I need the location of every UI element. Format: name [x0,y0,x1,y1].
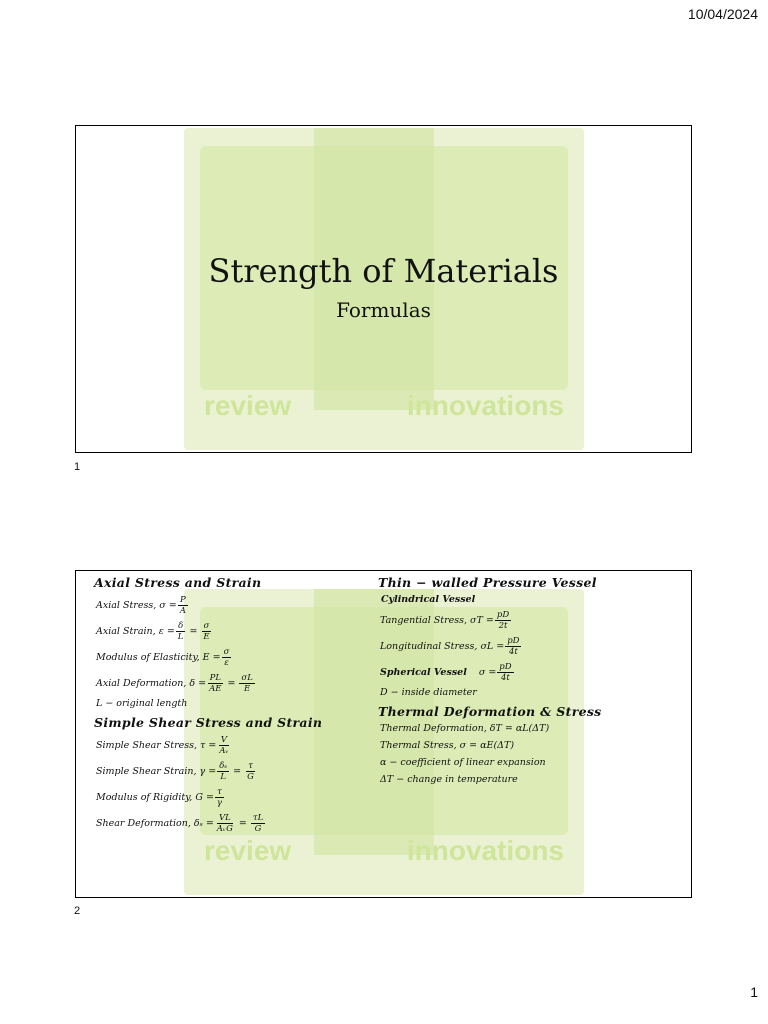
numerator: pD [496,609,510,620]
formula-label: Axial Deformation, δ = [96,677,207,689]
numerator: VL [218,812,231,823]
numerator: τ [248,760,253,771]
original-length-note: L − original length [96,698,188,709]
slide-number-2: 2 [74,905,81,917]
formula-label: Spherical Vessel [380,666,467,678]
right-column [378,575,684,791]
longitudinal-stress-formula [380,635,684,657]
axial-strain-formula: Axial Strain, ε = $\frac{\delta}{L}$ = $\frac{\sigma}{E}$ [96,620,210,642]
axial-heading: Axial Stress and Strain [94,575,262,590]
formula-label: Modulus of Elasticity, E = [96,651,221,663]
denominator: E [244,683,251,694]
formula-label: Tangential Stress, σT = [380,614,494,626]
left-column [94,575,364,838]
watermark-text-right: innovations [406,390,564,421]
denominator: Aᵥ [219,745,229,756]
shear-strain-formula: Simple Shear Strain, γ = $\frac{\text{δₛ}}{L}$ = $\frac{\tau}{G}$ [96,760,254,782]
delta-t-note: ΔT − change in temperature [380,774,518,785]
alpha-note: α − coefficient of linear expansion [380,757,546,768]
shear-deformation-formula: Shear Deformation, δₛ = $\frac{VL}{\text{AᵥG}}$ = $\frac{\tau L}{G}$ [96,812,264,834]
formula-label: Axial Strain, ε = [96,625,175,637]
slide-2 [75,570,692,898]
numerator: σ [203,620,210,631]
numerator: PL [209,672,221,683]
thermal-stress-formula: Thermal Stress, σ = αE(ΔT) [380,740,515,751]
denominator: L [220,771,226,782]
denominator: AE [209,683,222,694]
axial-deformation-formula: Axial Deformation, δ = $\frac{PL}{AE}$ = $\frac{\sigma L}{E}$ [96,672,253,694]
formula-label: Simple Shear Stress, τ = [96,739,217,751]
slide-1 [75,125,692,453]
spherical-vessel-formula [380,661,684,683]
page-number: 1 [750,984,758,1000]
denominator: γ [216,797,223,808]
tangential-stress-formula [380,609,684,631]
thermal-deformation-formula: Thermal Deformation, δT = αL(ΔT) [380,723,550,734]
denominator: E [203,631,210,642]
modulus-rigidity-formula [96,786,364,808]
slide-subtitle: Formulas [336,298,431,322]
watermark-text-left: review [204,835,292,866]
denominator: G [247,771,254,782]
formula-label: Longitudinal Stress, σL = [380,640,505,652]
numerator: τL [252,812,264,823]
cylindrical-heading: Cylindrical Vessel [381,594,476,605]
shear-heading: Simple Shear Stress and Strain [94,715,323,730]
denominator: G [254,823,262,834]
denominator: AᵥG [216,823,233,834]
slide-title: Strength of Materials [208,252,559,290]
numerator: V [220,734,228,745]
numerator: pD [507,635,520,646]
formula-label: Simple Shear Strain, γ = [96,765,217,777]
numerator: σL [241,672,253,683]
modulus-elasticity-formula [96,646,364,668]
shear-stress-formula [96,734,364,756]
denominator: L [177,631,184,642]
print-date: 10/04/2024 [687,6,758,22]
thermal-heading: Thermal Deformation & Stress [378,704,602,719]
numerator: δₛ [219,760,228,771]
numerator: pD [499,661,512,672]
denominator: A [179,605,186,616]
formula-label: Shear Deformation, δₛ = [96,817,214,829]
denominator: 4t [501,672,510,683]
axial-stress-formula [96,594,364,616]
inside-diameter-note: D − inside diameter [380,687,477,698]
formula-eq: σ = [478,666,497,678]
numerator: P [179,594,186,605]
formula-label: Modulus of Rigidity, G = [96,791,214,803]
formula-label: Axial Stress, σ = [96,599,177,611]
watermark-text-left: review [204,390,292,421]
watermark-text-right: innovations [406,835,564,866]
denominator: 2t [498,620,508,631]
denominator: 4t [508,646,518,657]
numerator: δ [178,620,184,631]
numerator: τ [217,786,222,797]
slide-number-1: 1 [74,461,81,473]
vessel-heading: Thin − walled Pressure Vessel [378,575,597,590]
numerator: σ [223,646,230,657]
denominator: ε [224,657,229,668]
